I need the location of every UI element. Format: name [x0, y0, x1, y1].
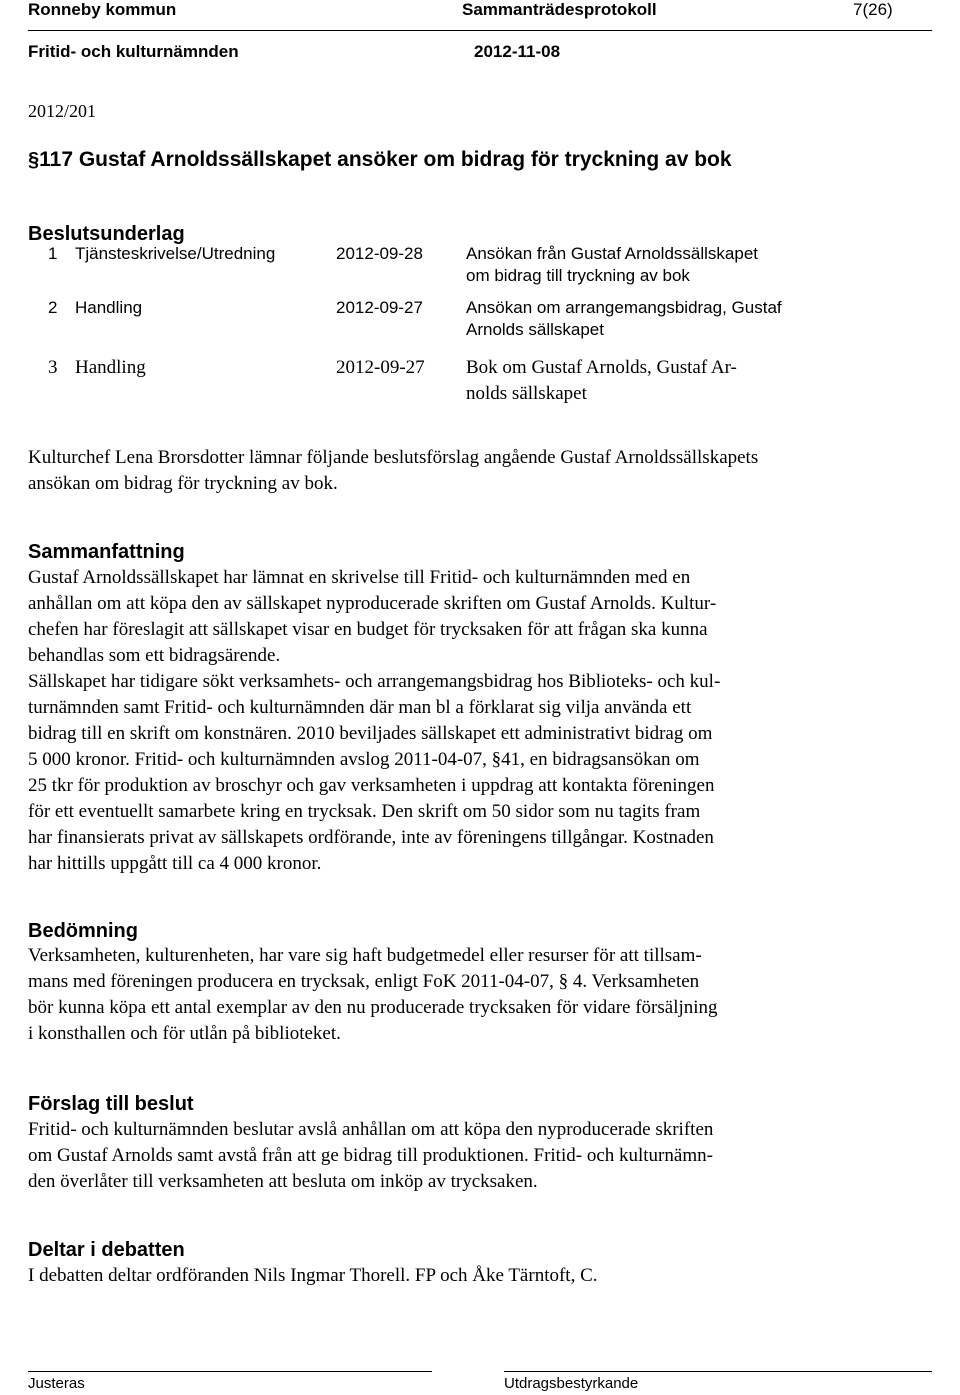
- text-line: har hittills uppgått till ca 4 000 kronor.: [28, 853, 322, 874]
- text-line: bidrag till en skrift om konstnären. 2010 beviljades sällskapet ett administrativt bidrag om: [28, 723, 713, 744]
- text-line: mans med föreningen producera en trycksak, enligt FoK 2011-04-07, § 4. Verksamheten: [28, 971, 700, 992]
- organization-name: Ronneby kommun: [28, 0, 177, 19]
- header-divider: [28, 30, 932, 31]
- text-line: 25 tkr för produktion av broschyr och gav verksamheten i uppdrag att kontakta föreningen: [28, 775, 715, 796]
- text-line: för ett eventuellt samarbete kring en trycksak. Den skrift om 50 sidor som nu tagits fram: [28, 801, 701, 822]
- justeras-label: Justeras: [28, 1375, 85, 1392]
- section-symbol: §: [28, 149, 40, 171]
- item-type: Handling: [75, 357, 146, 378]
- forslag-heading: Förslag till beslut: [28, 1093, 194, 1115]
- text-line: Gustaf Arnoldssällskapet har lämnat en skrivelse till Fritid- och kulturnämnden med en: [28, 567, 691, 588]
- sammanfattning-heading: Sammanfattning: [28, 541, 185, 563]
- item-date: 2012-09-28: [336, 244, 423, 263]
- utdragsbestyrkande-label: Utdragsbestyrkande: [504, 1375, 639, 1392]
- item-date: 2012-09-27: [336, 298, 423, 317]
- bedomning-heading: Bedömning: [28, 920, 138, 942]
- item-description-line: Ansökan från Gustaf Arnoldssällskapet: [466, 244, 758, 263]
- text-line: Sällskapet har tidigare sökt verksamhets- och arrangemangsbidrag hos Biblioteks- och kul-: [28, 671, 721, 692]
- text-line: behandlas som ett bidragsärende.: [28, 645, 281, 666]
- item-number: 3: [48, 357, 58, 378]
- footer-divider: [28, 1371, 432, 1372]
- text-line: chefen har föreslagit att sällskapet visar en budget för trycksaken för att frågan ska kunna: [28, 619, 708, 640]
- text-line: Kulturchef Lena Brorsdotter lämnar följande beslutsförslag angående Gustaf Arnoldssällskapets: [28, 447, 759, 468]
- text-line: bör kunna köpa ett antal exemplar av den nu producerade trycksaken för vidare försäljning: [28, 997, 718, 1018]
- item-type: Handling: [75, 298, 143, 317]
- text-line: har finansierats privat av sällskapets ordförande, inte av föreningens tillgångar. Kostnaden: [28, 827, 714, 848]
- debatt-heading: Deltar i debatten: [28, 1239, 185, 1261]
- debatt-paragraph: [28, 1263, 598, 1289]
- document-type: Sammanträdesprotokoll: [462, 0, 657, 19]
- item-type: Tjänsteskrivelse/Utredning: [75, 244, 276, 263]
- text-line: anhållan om att köpa den av sällskapet nyproducerade skriften om Gustaf Arnolds. Kultur-: [28, 593, 717, 614]
- bedomning-paragraph: [28, 943, 718, 1047]
- text-line: turnämnden samt Fritid- och kulturnämnden där man bl a förklarat sig vilja använda ett: [28, 697, 692, 718]
- text-line: om Gustaf Arnolds samt avstå från att ge bidrag till produktionen. Fritid- och kulturnämn-: [28, 1145, 713, 1166]
- text-line: I debatten deltar ordföranden Nils Ingmar Thorell. FP och Åke Tärntoft, C.: [28, 1265, 598, 1286]
- footer-divider: [504, 1371, 932, 1372]
- text-line: Fritid- och kulturnämnden beslutar avslå anhållan om att köpa den nyproducerade skriften: [28, 1119, 714, 1140]
- text-line: den överlåter till verksamheten att besluta om inköp av trycksaken.: [28, 1171, 538, 1192]
- item-description-line: Arnolds sällskapet: [466, 320, 604, 339]
- text-line: i konsthallen och för utlån på biblioteket.: [28, 1023, 341, 1044]
- case-reference: 2012/201: [28, 101, 97, 121]
- beslutsunderlag-heading: Beslutsunderlag: [28, 223, 185, 245]
- item-description-line: Ansökan om arrangemangsbidrag, Gustaf: [466, 298, 782, 317]
- committee-name: Fritid- och kulturnämnden: [28, 42, 239, 61]
- item-number: 1: [48, 244, 58, 263]
- item-description-line: nolds sällskapet: [466, 383, 587, 404]
- intro-paragraph: [28, 445, 758, 497]
- item-description-line: om bidrag till tryckning av bok: [466, 266, 690, 285]
- page-title: [28, 148, 732, 172]
- item-date: 2012-09-27: [336, 357, 425, 378]
- text-line: ansökan om bidrag för tryckning av bok.: [28, 473, 338, 494]
- forslag-paragraph: [28, 1117, 713, 1195]
- sammanfattning-paragraph: [28, 565, 720, 877]
- page-number: 7(26): [853, 0, 893, 19]
- item-number: 2: [48, 298, 58, 317]
- text-line: Verksamheten, kulturenheten, har vare sig haft budgetmedel eller resurser för att tillsam-: [28, 945, 702, 966]
- item-description-line: Bok om Gustaf Arnolds, Gustaf Ar-: [466, 357, 737, 378]
- meeting-date: 2012-11-08: [474, 42, 561, 61]
- case-title-text: 117 Gustaf Arnoldssällskapet ansöker om bidrag för tryckning av bok: [39, 148, 732, 171]
- text-line: 5 000 kronor. Fritid- och kulturnämnden avslog 2011-04-07, §41, en bidragsansökan om: [28, 749, 700, 770]
